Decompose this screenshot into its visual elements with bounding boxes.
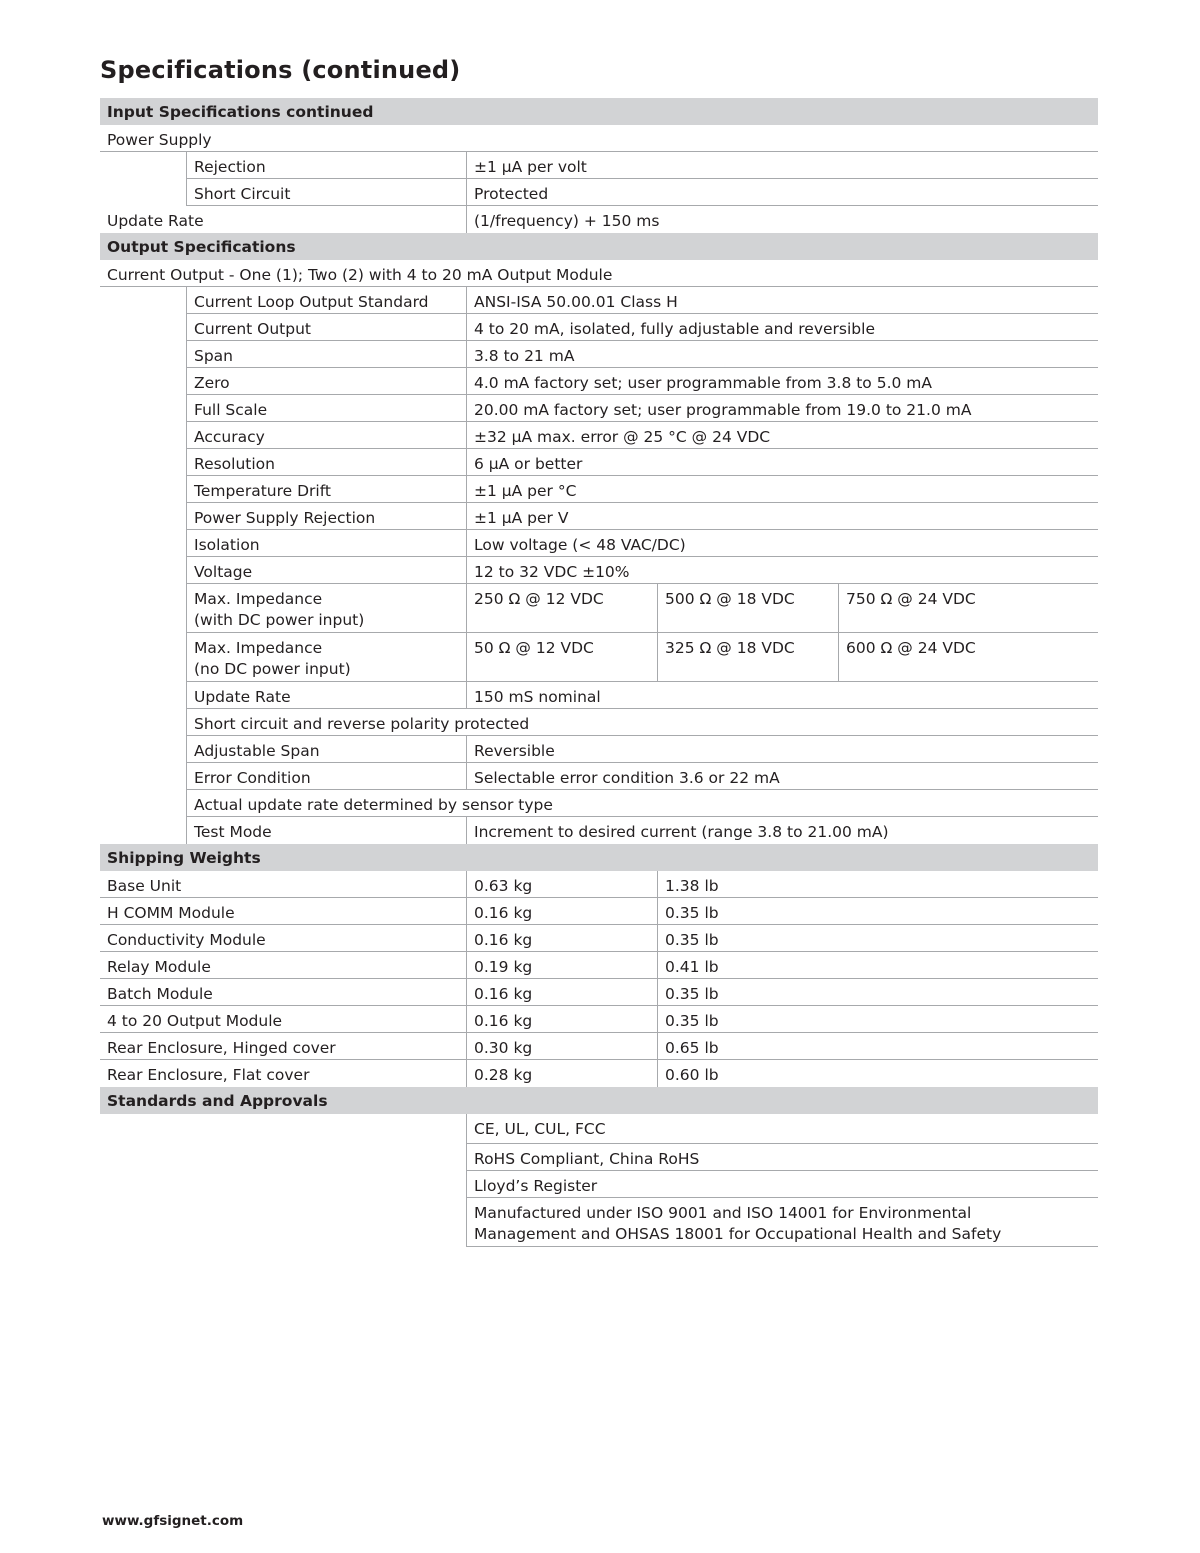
spec-value: ±1 µA per °C — [466, 476, 1098, 503]
weight-lb: 0.41 lb — [657, 952, 1098, 978]
weight-lb: 0.65 lb — [657, 1033, 1098, 1059]
section-header-input — [100, 98, 1098, 125]
impedance-12vdc: 250 Ω @ 12 VDC — [466, 584, 657, 633]
weight-row — [100, 898, 1098, 925]
impedance-12vdc: 50 Ω @ 12 VDC — [466, 633, 657, 682]
spec-label: Power Supply Rejection — [186, 503, 466, 530]
spec-label — [186, 633, 466, 682]
spec-value: 12 to 32 VDC ±10% — [466, 557, 1098, 584]
spec-row — [100, 395, 1098, 422]
weight-kg: 0.16 kg — [466, 1006, 657, 1032]
standard-item: CE, UL, CUL, FCC — [466, 1114, 1098, 1144]
spec-value: (1/frequency) + 150 ms — [466, 206, 1098, 233]
weight-kg: 0.16 kg — [466, 898, 657, 924]
weight-lb: 0.35 lb — [657, 1006, 1098, 1032]
weight-lb: 0.35 lb — [657, 925, 1098, 951]
weight-label: H COMM Module — [107, 904, 235, 922]
spec-row-impedance-with-dc — [100, 584, 1098, 633]
section-title: Shipping Weights — [107, 849, 261, 867]
spec-value: 20.00 mA factory set; user programmable from 19.0 to 21.0 mA — [466, 395, 1098, 422]
spec-value: ANSI-ISA 50.00.01 Class H — [466, 287, 1098, 314]
spec-row — [100, 422, 1098, 449]
spec-label — [186, 584, 466, 633]
spec-label: Full Scale — [186, 395, 466, 422]
weight-label: Relay Module — [107, 958, 211, 976]
spec-label: Current Output — [186, 314, 466, 341]
section-header-shipping — [100, 844, 1098, 871]
standard-row — [100, 1171, 1098, 1198]
spec-label: Current Loop Output Standard — [186, 287, 466, 314]
standard-item: Lloyd’s Register — [466, 1171, 1098, 1198]
spec-row-adjustable-span — [100, 736, 1098, 763]
spec-label: Adjustable Span — [186, 736, 466, 763]
weight-label: Rear Enclosure, Flat cover — [107, 1066, 310, 1084]
weight-row — [100, 871, 1098, 898]
spec-label: Rejection — [186, 152, 466, 179]
weight-row — [100, 1033, 1098, 1060]
spec-row-short-circuit — [100, 179, 1098, 206]
spec-value: Reversible — [466, 736, 1098, 763]
weight-label: Batch Module — [107, 985, 213, 1003]
spec-row-test-mode — [100, 817, 1098, 844]
spec-row — [100, 368, 1098, 395]
spec-value: 4.0 mA factory set; user programmable from 3.8 to 5.0 mA — [466, 368, 1098, 395]
weight-kg: 0.16 kg — [466, 925, 657, 951]
spec-value: 3.8 to 21 mA — [466, 341, 1098, 368]
group-row-current-output — [100, 260, 1098, 287]
spec-label: Span — [186, 341, 466, 368]
spec-label: Test Mode — [186, 817, 466, 844]
spec-label: Voltage — [186, 557, 466, 584]
spec-row — [100, 530, 1098, 557]
spec-note-update-rate — [100, 790, 1098, 817]
spec-label: Temperature Drift — [186, 476, 466, 503]
weight-row — [100, 1006, 1098, 1033]
spec-value: 6 µA or better — [466, 449, 1098, 476]
label-line: Max. Impedance — [194, 590, 323, 608]
spec-row — [100, 314, 1098, 341]
weight-label: Rear Enclosure, Hinged cover — [107, 1039, 336, 1057]
label-line: (with DC power input) — [194, 611, 365, 629]
page-title: Specifications (continued) — [100, 56, 461, 84]
standard-row — [100, 1198, 1098, 1247]
spec-value: Protected — [466, 179, 1098, 206]
spec-label: Short Circuit — [186, 179, 466, 206]
spec-label: Error Condition — [186, 763, 466, 790]
group-row-power-supply — [100, 125, 1098, 152]
spec-row — [100, 476, 1098, 503]
spec-note: Short circuit and reverse polarity protected — [186, 709, 1098, 736]
weight-label: 4 to 20 Output Module — [107, 1012, 283, 1030]
weight-kg: 0.16 kg — [466, 979, 657, 1005]
standard-item: Manufactured under ISO 9001 and ISO 14001 for Environmental Management and OHSAS 18001 for Occupational Health and Safety — [466, 1198, 1098, 1247]
weight-row — [100, 925, 1098, 952]
spec-row-output-update-rate — [100, 682, 1098, 709]
weight-kg: 0.19 kg — [466, 952, 657, 978]
spec-value: ±32 µA max. error @ 25 °C @ 24 VDC — [466, 422, 1098, 449]
section-header-output — [100, 233, 1098, 260]
weight-row — [100, 979, 1098, 1006]
label-line: Max. Impedance — [194, 639, 323, 657]
spec-value: 4 to 20 mA, isolated, fully adjustable and reversible — [466, 314, 1098, 341]
weight-lb: 1.38 lb — [657, 871, 1098, 897]
spec-value: Selectable error condition 3.6 or 22 mA — [466, 763, 1098, 790]
weight-row — [100, 1060, 1098, 1087]
label-line: (no DC power input) — [194, 660, 351, 678]
spec-value: 150 mS nominal — [466, 682, 1098, 709]
spec-value: ±1 µA per V — [466, 503, 1098, 530]
weight-kg: 0.28 kg — [466, 1060, 657, 1087]
spec-row-error-condition — [100, 763, 1098, 790]
weight-kg: 0.63 kg — [466, 871, 657, 897]
spec-row-update-rate — [100, 206, 1098, 233]
spec-label: Resolution — [186, 449, 466, 476]
weight-lb: 0.35 lb — [657, 898, 1098, 924]
spec-row — [100, 287, 1098, 314]
spec-label: Update Rate — [186, 682, 466, 709]
spec-label: Update Rate — [107, 212, 204, 230]
standard-row — [100, 1114, 1098, 1144]
section-title: Output Specifications — [107, 238, 296, 256]
spec-label: Accuracy — [186, 422, 466, 449]
weight-label: Conductivity Module — [107, 931, 266, 949]
impedance-18vdc: 500 Ω @ 18 VDC — [657, 584, 838, 633]
weight-label: Base Unit — [107, 877, 182, 895]
spec-row-rejection — [100, 152, 1098, 179]
spec-label: Zero — [186, 368, 466, 395]
weight-row — [100, 952, 1098, 979]
group-label: Power Supply — [107, 131, 212, 149]
spec-label: Isolation — [186, 530, 466, 557]
section-header-standards — [100, 1087, 1098, 1114]
section-title: Input Specifications continued — [107, 103, 374, 121]
weight-lb: 0.35 lb — [657, 979, 1098, 1005]
spec-row — [100, 341, 1098, 368]
spec-row — [100, 503, 1098, 530]
weight-lb: 0.60 lb — [657, 1060, 1098, 1087]
spec-value: ±1 µA per volt — [466, 152, 1098, 179]
spec-row-impedance-no-dc — [100, 633, 1098, 682]
spec-note-short-circuit — [100, 709, 1098, 736]
impedance-24vdc: 750 Ω @ 24 VDC — [838, 584, 1098, 633]
standard-item: RoHS Compliant, China RoHS — [466, 1144, 1098, 1171]
spec-value: Increment to desired current (range 3.8 to 21.00 mA) — [466, 817, 1098, 844]
spec-row — [100, 557, 1098, 584]
section-title: Standards and Approvals — [107, 1092, 328, 1110]
spec-note: Actual update rate determined by sensor type — [186, 790, 1098, 817]
footer-url: www.gfsignet.com — [102, 1513, 244, 1529]
weight-kg: 0.30 kg — [466, 1033, 657, 1059]
impedance-24vdc: 600 Ω @ 24 VDC — [838, 633, 1098, 682]
standard-row — [100, 1144, 1098, 1171]
group-label: Current Output - One (1); Two (2) with 4 to 20 mA Output Module — [107, 266, 613, 284]
impedance-18vdc: 325 Ω @ 18 VDC — [657, 633, 838, 682]
spec-table — [100, 98, 1098, 1247]
spec-value: Low voltage (< 48 VAC/DC) — [466, 530, 1098, 557]
spec-row — [100, 449, 1098, 476]
